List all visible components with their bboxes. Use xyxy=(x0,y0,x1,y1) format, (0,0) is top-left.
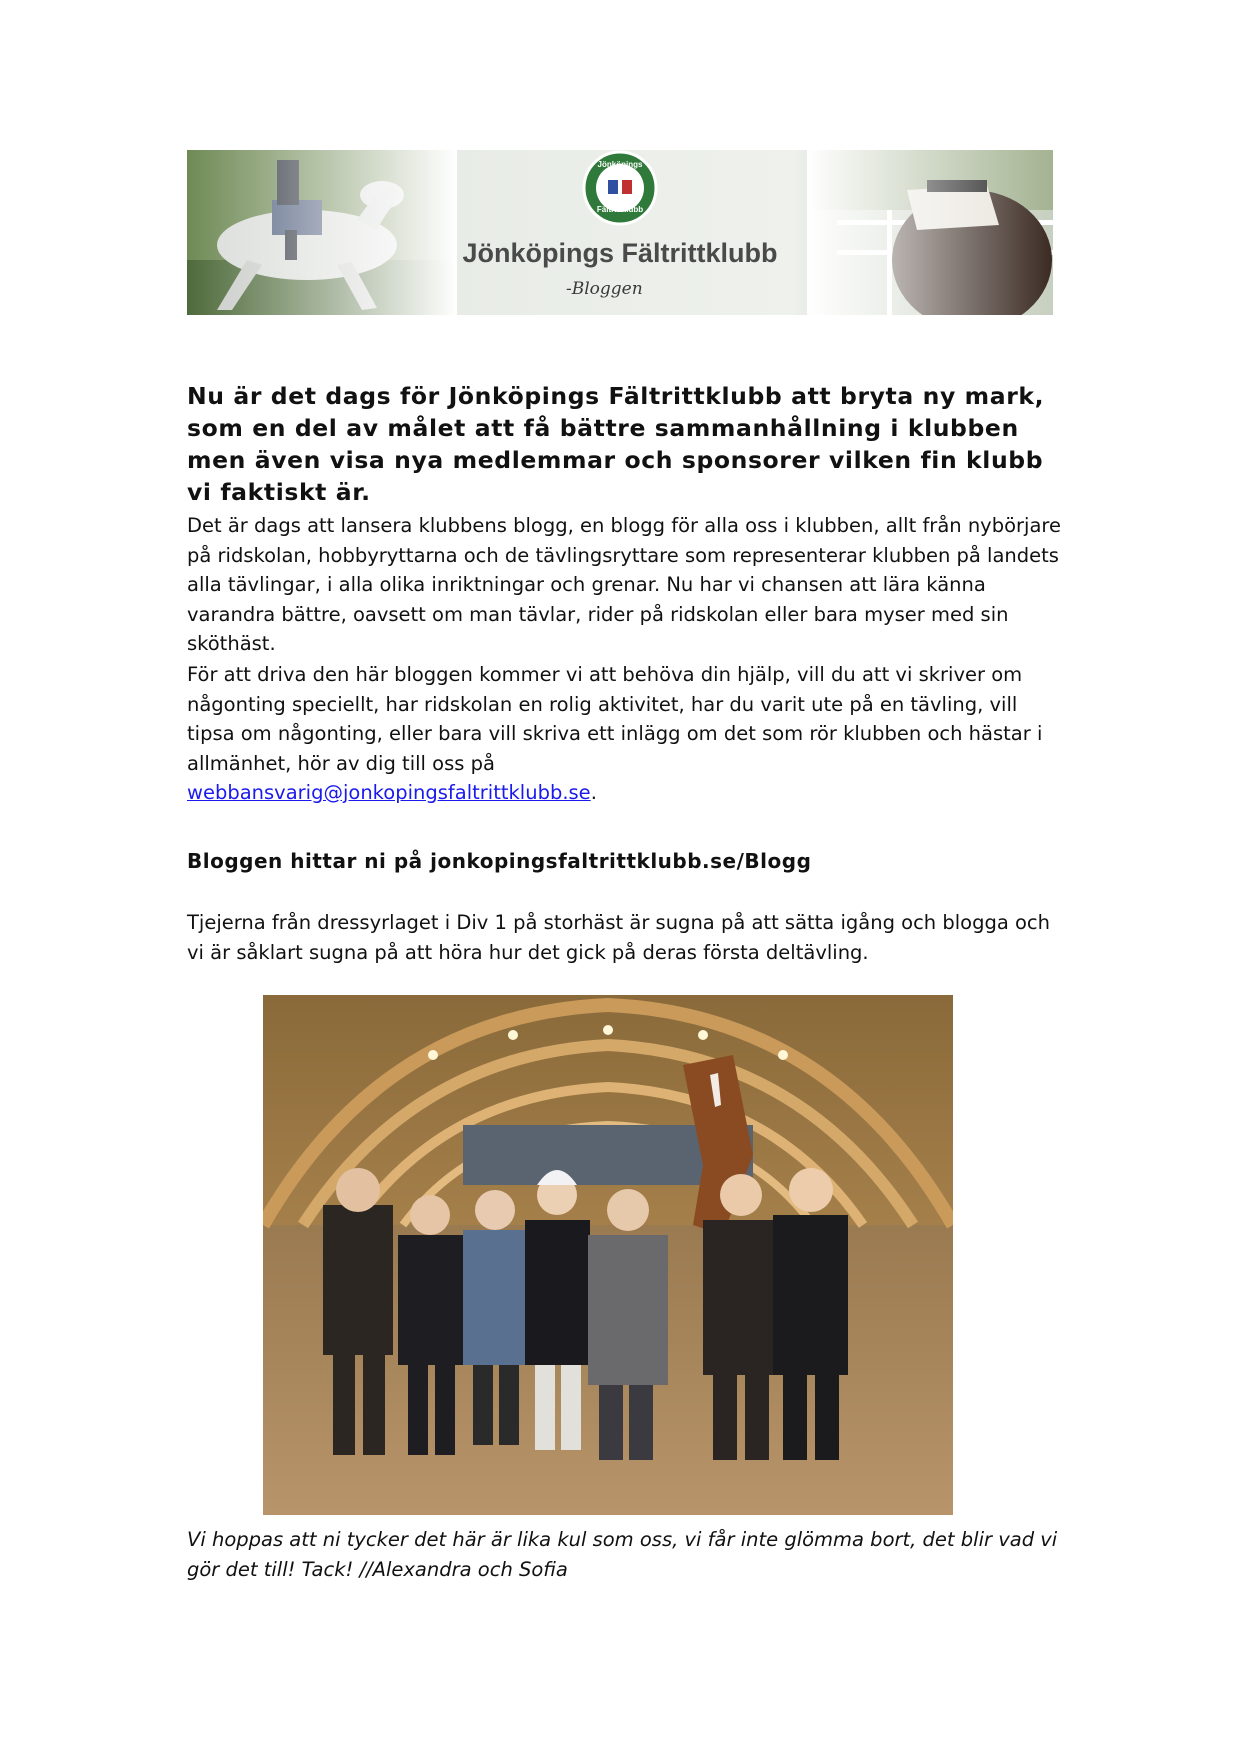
team-photo-image xyxy=(263,995,953,1515)
article-closing: Vi hoppas att ni tycker det här är lika kul som oss, vi får inte glömma bort, det blir vad vi gör det till! Tack! //Alexandra och Sofia xyxy=(187,1528,1058,1581)
article-paragraph-1: Det är dags att lansera klubbens blogg, en blogg för alla oss i klubben, allt från nybörjare på ridskolan, hobbyryttarna och de tävlingsryttare som representerar klubben på landets alla tävlingar, i alla olika inriktningar och grenar. Nu har vi chansen att lära känna varandra bättre, oavsett om man tävlar, rider på ridskolan eller bara myser med sin sköthäst. xyxy=(187,514,1062,655)
blog-banner xyxy=(187,150,1053,315)
email-link[interactable]: webbansvarig@jonkopingsfaltrittklubb.se xyxy=(187,781,591,804)
article-paragraph-3: Tjejerna från dressyrlaget i Div 1 på storhäst är sugna på att sätta igång och blogga och vi är såklart sugna på att höra hur det gick på deras första deltävling. xyxy=(187,911,1050,964)
blog-location-heading: Bloggen hittar ni på jonkopingsfaltrittklubb.se/Blogg xyxy=(187,849,812,873)
paragraph-2-text: För att driva den här bloggen kommer vi att behöva din hjälp, vill du att vi skriver om någonting speciellt, har ridskolan en rolig aktivitet, har du varit ute på en tävling, vill tipsa om någonting, eller bara vill skriva ett inlägg om det som rör klubben och hästar i allmänhet, hör av dig till oss på xyxy=(187,663,1043,775)
logo-text-top: Jönköpings xyxy=(597,160,643,169)
logo-text-bottom: Fältrittklubb xyxy=(596,205,644,214)
team-photo xyxy=(263,995,953,1515)
banner-subtitle: -Bloggen xyxy=(566,279,643,299)
article-paragraph-2 xyxy=(187,660,1067,808)
article-headline: Nu är det dags för Jönköpings Fältrittklubb att bryta ny mark, som en del av målet att få bättre sammanhållning i klubben men även visa nya medlemmar och sponsorer vilken fin klubb vi faktiskt är. xyxy=(187,382,1045,506)
banner-title: Jönköpings Fältrittklubb xyxy=(462,238,778,268)
email-suffix: . xyxy=(590,781,597,804)
